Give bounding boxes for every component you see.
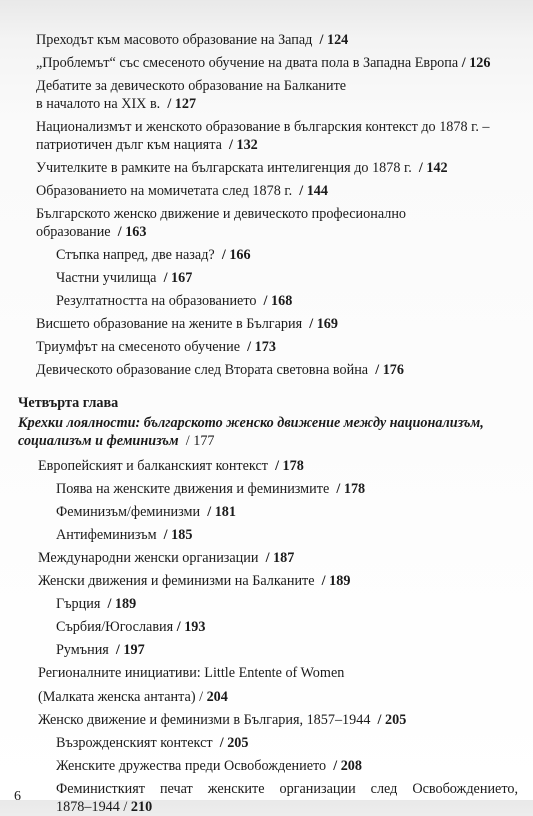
toc-entry (36, 361, 404, 379)
toc-entry-page: / 126 (461, 55, 491, 71)
toc-entry-page: / 124 (319, 32, 349, 48)
toc-entry-title: (Малката женска антанта) / (38, 689, 204, 705)
toc-entry (38, 688, 228, 706)
toc-entry-title: Национализмът и женското образование в българския контекст до 1878 г. – (36, 119, 490, 135)
toc-entry-page: / 208 (333, 758, 362, 774)
toc-entry-title: 1878–1944 / (56, 799, 128, 815)
toc-entry-page: / 178 (336, 481, 366, 497)
toc-entry (36, 136, 258, 154)
toc-entry-page: / 144 (299, 183, 328, 199)
toc-entry-title: Триумфът на смесеното обучение (36, 339, 241, 355)
toc-entry-page: / 185 (163, 527, 193, 543)
toc-entry (38, 711, 406, 729)
toc-entry (36, 182, 328, 200)
toc-entry-page: / 205 (219, 735, 249, 751)
toc-subentry (56, 798, 152, 816)
toc-entry-title: Гърция (56, 596, 101, 612)
toc-entry-title: Резултатността на образованието (56, 293, 257, 309)
toc-entry-title: Феминисткият печат женските организации след Освобождението, (56, 781, 518, 797)
toc-entry-title: Девическото образование след Втората световна война (36, 362, 369, 378)
toc-entry-page: / 169 (309, 316, 338, 332)
page-number: 6 (14, 789, 21, 804)
toc-entry-title: Румъния (56, 642, 109, 658)
toc-subentry (56, 480, 365, 498)
toc-subentry (56, 757, 362, 775)
toc-subentry (56, 618, 206, 636)
toc-entry-page: / 167 (163, 270, 193, 286)
toc-entry (36, 223, 146, 241)
toc-entry-title: Регионалните инициативи: Little Entente of Women (38, 665, 345, 681)
toc-entry-title: Антифеминизъм (56, 527, 157, 543)
toc-entry-title: Поява на женските движения и феминизмите (56, 481, 330, 497)
toc-entry-page: / 177 (185, 433, 215, 449)
toc-entry (38, 549, 294, 567)
toc-entry-title: Европейският и балканският контекст (38, 458, 268, 474)
toc-entry-title: Женските дружества преди Освобождението (56, 758, 327, 774)
toc-entry-page: / 187 (265, 550, 295, 566)
toc-entry-page: / 166 (221, 247, 251, 263)
toc-entry-title: в началото на XIX в. (36, 96, 161, 112)
toc-entry (36, 31, 348, 49)
toc-subentry (56, 269, 192, 287)
toc-entry-title: Международни женски организации (38, 550, 259, 566)
toc-subentry (56, 246, 251, 264)
toc-entry-title: Възрожденският контекст (56, 735, 213, 751)
toc-entry-page: / 189 (321, 573, 351, 589)
toc-entry-page: / 176 (375, 362, 404, 378)
toc-entry-title: Женски движения и феминизми на Балканите (38, 573, 315, 589)
toc-entry-title: Висшето образование на жените в България (36, 316, 303, 332)
toc-entry-title: Женско движение и феминизми в България, 1857–1944 (38, 712, 371, 728)
toc-subentry (56, 292, 292, 310)
toc-entry-title: Образованието на момичетата след 1878 г. (36, 183, 293, 199)
toc-entry-page: / 142 (418, 160, 448, 176)
toc-entry-page: / 132 (228, 137, 258, 153)
toc-entry-page: / 189 (107, 596, 137, 612)
toc-entry-page: / 181 (207, 504, 236, 520)
toc-entry-page: / 197 (115, 642, 145, 658)
toc-entry (36, 338, 276, 356)
toc-entry-title: Сърбия/Югославия (56, 619, 174, 635)
toc-subentry (56, 734, 248, 752)
toc-entry-title: образование (36, 224, 111, 240)
toc-entry-title: „Проблемът“ със смесеното обучение на двата пола в Западна Европа (36, 55, 459, 71)
toc-entry-page: / 127 (167, 96, 197, 112)
toc-entry (36, 95, 196, 113)
toc-entry-page: / 168 (263, 293, 293, 309)
toc-subentry (56, 641, 145, 659)
toc-entry-page: / 205 (377, 712, 407, 728)
toc-subentry (56, 526, 192, 544)
chapter-title-line2 (18, 432, 215, 450)
toc-entry-title: Българското женско движение и девическото професионално (36, 206, 407, 222)
toc-entry (36, 54, 491, 72)
chapter-title: Крехки лоялности: българското женско движение между национализъм, (18, 415, 484, 431)
toc-entry (36, 315, 338, 333)
toc-entry-title: Дебатите за девическото образование на Балканите (36, 78, 347, 94)
toc-entry-page: / 173 (247, 339, 276, 355)
toc-entry-page: 204 (206, 689, 228, 705)
toc-entry-page: / 178 (275, 458, 304, 474)
chapter-heading: Четвърта глава (18, 395, 119, 411)
toc-entry-title: Частни училища (56, 270, 157, 286)
toc-entry-title: патриотичен дълг към нацията (36, 137, 222, 153)
toc-entry (36, 159, 448, 177)
toc-entry-title: Преходът към масовото образование на Запад (36, 32, 313, 48)
toc-entry-title: Феминизъм/феминизми (56, 504, 201, 520)
toc-entry-page: 210 (130, 799, 153, 815)
toc-entry-title: Стъпка напред, две назад? (56, 247, 215, 263)
toc-entry-page: / 163 (117, 224, 147, 240)
chapter-title: социализъм и феминизъм (18, 433, 179, 449)
toc-entry (38, 457, 304, 475)
toc-subentry (56, 503, 236, 521)
toc-entry-page: / 193 (176, 619, 206, 635)
toc-subentry (56, 595, 136, 613)
toc-entry-title: Учителките в рамките на българската интелигенция до 1878 г. (36, 160, 412, 176)
toc-entry (38, 572, 350, 590)
